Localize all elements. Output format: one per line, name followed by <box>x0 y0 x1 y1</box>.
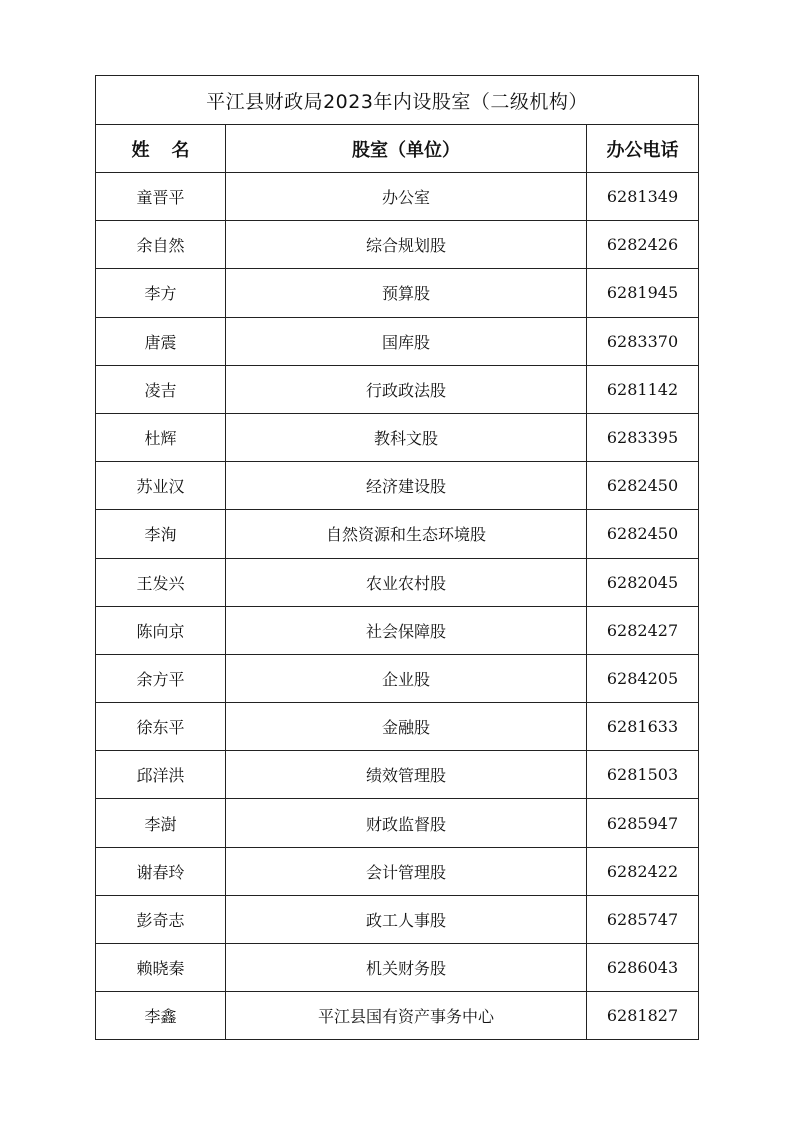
cell-dept: 教科文股 <box>226 413 587 461</box>
table-row <box>96 173 699 221</box>
table-body <box>96 173 699 1040</box>
cell-name: 邱洋洪 <box>96 751 226 799</box>
cell-dept: 会计管理股 <box>226 847 587 895</box>
table-row <box>96 606 699 654</box>
cell-name: 陈向京 <box>96 606 226 654</box>
table-row <box>96 269 699 317</box>
cell-phone: 6282427 <box>587 606 699 654</box>
cell-dept: 平江县国有资产事务中心 <box>226 992 587 1040</box>
cell-name: 余方平 <box>96 654 226 702</box>
table-row <box>96 413 699 461</box>
cell-dept: 综合规划股 <box>226 221 587 269</box>
table-row <box>96 944 699 992</box>
cell-dept: 农业农村股 <box>226 558 587 606</box>
cell-name: 唐震 <box>96 317 226 365</box>
header-phone: 办公电话 <box>587 125 699 173</box>
table-row <box>96 654 699 702</box>
header-dept: 股室（单位） <box>226 125 587 173</box>
cell-name: 谢春玲 <box>96 847 226 895</box>
cell-phone: 6282045 <box>587 558 699 606</box>
table-row <box>96 365 699 413</box>
table-row <box>96 703 699 751</box>
cell-dept: 预算股 <box>226 269 587 317</box>
header-row <box>96 125 699 173</box>
cell-name: 徐东平 <box>96 703 226 751</box>
staff-directory-sheet <box>95 75 698 1040</box>
cell-name: 苏业汉 <box>96 462 226 510</box>
cell-phone: 6283370 <box>587 317 699 365</box>
cell-dept: 政工人事股 <box>226 895 587 943</box>
table-row <box>96 221 699 269</box>
cell-phone: 6281142 <box>587 365 699 413</box>
cell-phone: 6281827 <box>587 992 699 1040</box>
cell-phone: 6281945 <box>587 269 699 317</box>
table-row <box>96 847 699 895</box>
cell-phone: 6284205 <box>587 654 699 702</box>
cell-phone: 6282450 <box>587 462 699 510</box>
staff-directory-table <box>95 75 699 1040</box>
table-row <box>96 895 699 943</box>
cell-dept: 办公室 <box>226 173 587 221</box>
cell-phone: 6281633 <box>587 703 699 751</box>
title-row <box>96 76 699 125</box>
table-row <box>96 558 699 606</box>
cell-name: 赖晓秦 <box>96 944 226 992</box>
table-row <box>96 751 699 799</box>
cell-name: 童晋平 <box>96 173 226 221</box>
cell-phone: 6282422 <box>587 847 699 895</box>
cell-dept: 机关财务股 <box>226 944 587 992</box>
cell-name: 王发兴 <box>96 558 226 606</box>
cell-dept: 金融股 <box>226 703 587 751</box>
cell-name: 彭奇志 <box>96 895 226 943</box>
cell-dept: 经济建设股 <box>226 462 587 510</box>
cell-phone: 6286043 <box>587 944 699 992</box>
cell-phone: 6281503 <box>587 751 699 799</box>
cell-phone: 6285747 <box>587 895 699 943</box>
header-name: 姓名 <box>96 125 226 173</box>
table-row <box>96 317 699 365</box>
cell-name: 李洵 <box>96 510 226 558</box>
cell-name: 李方 <box>96 269 226 317</box>
cell-dept: 行政政法股 <box>226 365 587 413</box>
cell-name: 凌吉 <box>96 365 226 413</box>
cell-phone: 6282426 <box>587 221 699 269</box>
cell-dept: 财政监督股 <box>226 799 587 847</box>
cell-phone: 6283395 <box>587 413 699 461</box>
table-row <box>96 462 699 510</box>
table-row <box>96 799 699 847</box>
table-title: 平江县财政局2023年内设股室（二级机构） <box>96 76 699 125</box>
table-row <box>96 510 699 558</box>
cell-name: 杜辉 <box>96 413 226 461</box>
cell-name: 余自然 <box>96 221 226 269</box>
cell-name: 李鑫 <box>96 992 226 1040</box>
cell-dept: 自然资源和生态环境股 <box>226 510 587 558</box>
cell-name: 李澍 <box>96 799 226 847</box>
cell-phone: 6282450 <box>587 510 699 558</box>
cell-phone: 6285947 <box>587 799 699 847</box>
cell-dept: 企业股 <box>226 654 587 702</box>
cell-dept: 社会保障股 <box>226 606 587 654</box>
cell-phone: 6281349 <box>587 173 699 221</box>
table-row <box>96 992 699 1040</box>
cell-dept: 国库股 <box>226 317 587 365</box>
cell-dept: 绩效管理股 <box>226 751 587 799</box>
